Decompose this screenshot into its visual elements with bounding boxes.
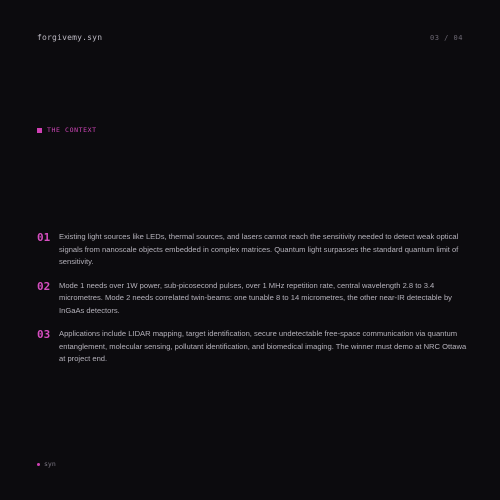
brand-name: forgivemy.syn <box>37 33 103 42</box>
item-number: 02 <box>37 279 51 293</box>
section-label: THE CONTEXT <box>47 126 97 134</box>
item-text: Applications include LIDAR mapping, target identification, secure undetectable free-space communication via quantum entanglement, molecular sensing, pollutant identification, and biomedical imaging. The winner must demo at NRC Ottawa at project end. <box>59 329 467 363</box>
list-item <box>37 328 467 366</box>
list-item <box>37 231 467 269</box>
footer <box>37 460 56 468</box>
context-list <box>37 231 467 377</box>
footer-dot-icon <box>37 463 40 466</box>
list-item <box>37 280 467 318</box>
item-text: Existing light sources like LEDs, thermal sources, and lasers cannot reach the sensitivity needed to detect weak optical signals from nanoscale objects embedded in complex matrices. Quantum light surpasses the standard quantum limit of sensitivity. <box>59 232 459 266</box>
footer-label: syn <box>44 460 56 468</box>
section-heading <box>37 126 97 134</box>
item-text: Mode 1 needs over 1W power, sub-picosecond pulses, over 1 MHz repetition rate, central wavelength 2.8 to 3.4 micrometres. Mode 2 needs correlated twin-beams: one tunable 8 to 14 micrometres, the other near-IR detectable by InGaAs detectors. <box>59 280 452 315</box>
item-number: 01 <box>37 231 51 244</box>
page-indicator: 03 / 04 <box>429 34 463 42</box>
section-marker-icon <box>37 128 42 133</box>
item-number: 03 <box>37 328 51 341</box>
